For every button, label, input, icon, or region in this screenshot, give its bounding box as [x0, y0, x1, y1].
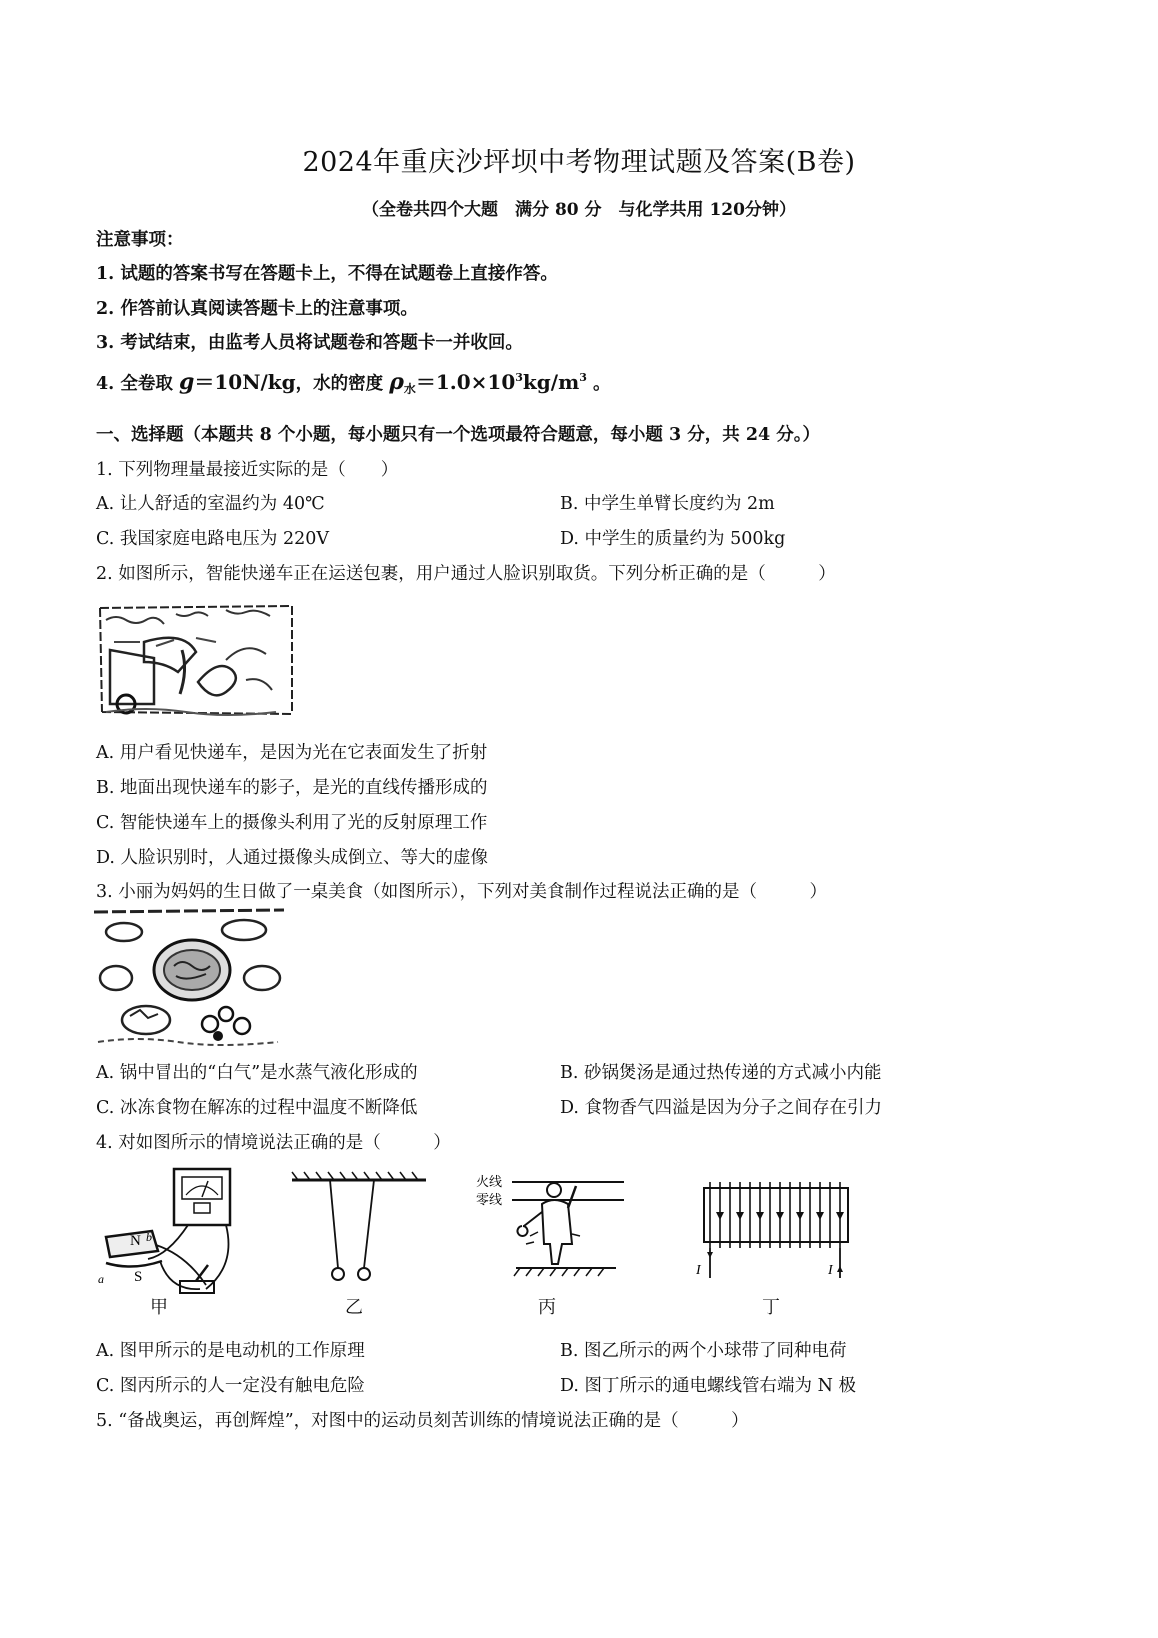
rho-subscript: 水 — [403, 382, 416, 396]
question-4-option-a: A. 图甲所示的是电动机的工作原理 — [96, 1341, 365, 1361]
question-3-option-a: A. 锅中冒出的“白气”是水蒸气液化形成的 — [96, 1063, 418, 1083]
question-1-stem: 1. 下列物理量最接近实际的是（ ） — [96, 460, 399, 480]
figure-jia-generator — [96, 1165, 246, 1315]
figure-yi-charged-balls — [290, 1170, 430, 1290]
figure-label-ding: 丁 — [762, 1297, 780, 1318]
symbol-rho: ρ — [389, 369, 404, 395]
note-item: 2. 作答前认真阅读答题卡上的注意事项。 — [96, 299, 418, 319]
note-item-4-end: 。 — [586, 374, 611, 394]
g-value: ＝10N/kg — [194, 370, 296, 394]
notes-heading: 注意事项： — [96, 230, 184, 250]
note-item: 1. 试题的答案书写在答题卡上，不得在试题卷上直接作答。 — [96, 264, 558, 284]
page-title: 2024年重庆沙坪坝中考物理试题及答案(B卷) — [302, 147, 856, 178]
question-4-option-d: D. 图丁所示的通电螺线管右端为 N 极 — [560, 1376, 856, 1396]
label-neutral-wire: 零线 — [476, 1192, 503, 1207]
label-current-left: I — [696, 1263, 701, 1278]
section-heading: 一、选择题（本题共 8 个小题，每小题只有一个选项最符合题意，每小题 3 分，共 24 分。） — [96, 425, 821, 445]
question-1-option-d: D. 中学生的质量约为 500kg — [560, 529, 786, 549]
figure-ding-solenoid — [696, 1178, 856, 1288]
question-2-option-a: A. 用户看见快递车，是因为光在它表面发生了折射 — [96, 743, 488, 763]
figure-label-yi: 乙 — [345, 1297, 363, 1318]
label-current-right: I — [828, 1263, 833, 1278]
question-2-option-c: C. 智能快递车上的摄像头利用了光的反射原理工作 — [96, 813, 488, 833]
label-n: N — [130, 1233, 141, 1249]
note-item-4 — [96, 366, 610, 397]
note-item-4-mid: ，水的密度 — [295, 374, 390, 394]
label-live-wire: 火线 — [476, 1174, 503, 1189]
note-item-4-prefix: 4. 全卷取 — [96, 374, 179, 394]
note-item: 3. 考试结束，由监考人员将试题卷和答题卡一并收回。 — [96, 333, 523, 353]
label-a: a — [98, 1272, 104, 1286]
question-5-stem: 5. “备战奥运，再创辉煌”，对图中的运动员刻苦训练的情境说法正确的是（ ） — [96, 1411, 749, 1431]
question-2-stem: 2. 如图所示，智能快递车正在运送包裹，用户通过人脸识别取货。下列分析正确的是（ ） — [96, 564, 836, 584]
figure-label-bing: 丙 — [538, 1297, 556, 1318]
question-1-option-c: C. 我国家庭电路电压为 220V — [96, 529, 329, 549]
delivery-robot-image — [96, 600, 296, 720]
symbol-g: g — [178, 369, 195, 395]
question-4-option-c: C. 图丙所示的人一定没有触电危险 — [96, 1376, 365, 1396]
question-3-option-b: B. 砂锅煲汤是通过热传递的方式减小内能 — [560, 1063, 882, 1083]
question-3-stem: 3. 小丽为妈妈的生日做了一桌美食（如图所示），下列对美食制作过程说法正确的是（ ） — [96, 882, 828, 902]
question-1-option-b: B. 中学生单臂长度约为 2m — [560, 494, 775, 514]
question-3-option-c: C. 冰冻食物在解冻的过程中温度不断降低 — [96, 1098, 418, 1118]
page-subtitle: （全卷共四个大题 满分 80 分 与化学共用 120分钟） — [362, 200, 796, 220]
question-1-option-a: A. 让人舒适的室温约为 40℃ — [96, 494, 325, 514]
question-2-option-d: D. 人脸识别时，人通过摄像头成倒立、等大的虚像 — [96, 848, 489, 868]
question-2-option-b: B. 地面出现快递车的影子，是光的直线传播形成的 — [96, 778, 488, 798]
figure-label-jia: 甲 — [150, 1297, 168, 1318]
birthday-dinner-image — [94, 908, 286, 1046]
question-3-option-d: D. 食物香气四溢是因为分子之间存在引力 — [560, 1098, 883, 1118]
unit-exponent: 3 — [579, 371, 587, 384]
question-4-stem: 4. 对如图所示的情境说法正确的是（ ） — [96, 1133, 451, 1153]
rho-exponent: 3 — [515, 371, 523, 384]
question-4-option-b: B. 图乙所示的两个小球带了同种电荷 — [560, 1341, 847, 1361]
rho-value: ＝1.0×10 — [415, 370, 516, 394]
figure-bing-electric-shock — [476, 1168, 626, 1288]
label-s: S — [134, 1269, 143, 1285]
rho-unit: kg/m — [522, 370, 580, 394]
label-b: b — [146, 1230, 152, 1244]
